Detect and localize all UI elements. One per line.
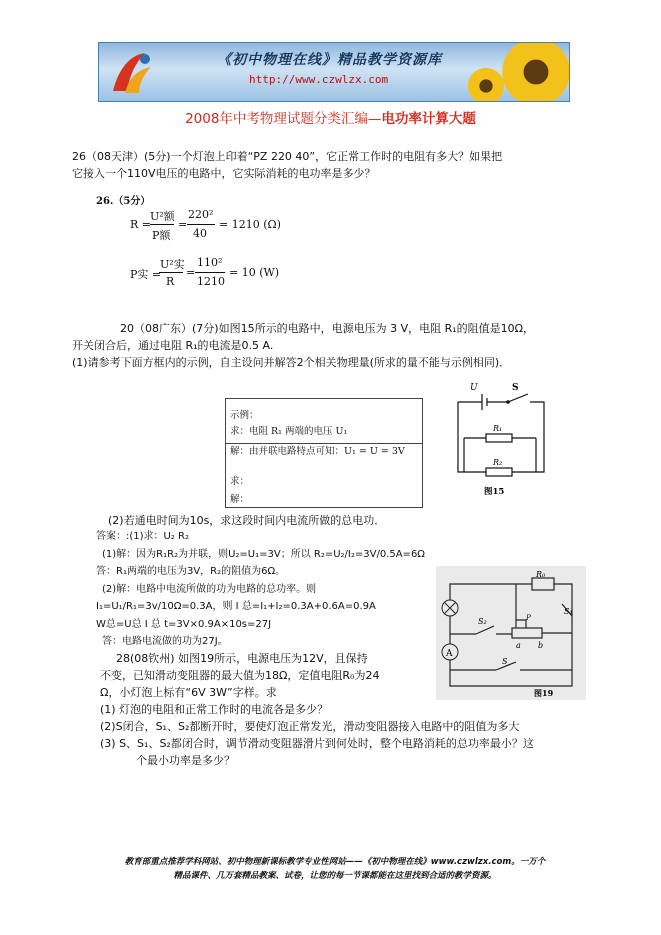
fig15-R2: R₂ — [493, 458, 503, 467]
fig15-R1: R₁ — [493, 424, 503, 433]
ans-line6: W总=U总 I 总 t=3V×0.9A×10s=27J — [96, 618, 272, 630]
example-line5: 解： — [230, 494, 250, 505]
sunflower-decoration-small — [463, 63, 509, 102]
q20-line3: (1)请参考下面方框内的示例，自主设问并解答2个相关物理量(所求的量不能与示例相同)． — [72, 356, 511, 369]
fig19-A: A — [446, 649, 453, 659]
page-footer — [90, 855, 580, 883]
eq2-fraction-bar2 — [195, 272, 225, 273]
fig19-a: a — [516, 641, 521, 650]
site-logo-icon — [105, 47, 157, 97]
eq1-den: P额 — [152, 229, 171, 242]
eq1-fraction-bar — [150, 224, 174, 225]
fig19-b: b — [538, 641, 544, 650]
q28-sub3b: 个最小功率是多少？ — [136, 754, 235, 767]
ans-line4: (2)解：电路中电流所做的功为电路的总功率。则 — [102, 583, 317, 595]
ans-line1: 答案：:(1)求：U₂ R₂ — [96, 531, 189, 542]
eq2-result: = 10 (W) — [229, 266, 280, 279]
eq2-den2: 1210 — [197, 275, 225, 288]
q28-text — [100, 650, 379, 701]
q20-text — [72, 320, 534, 371]
fig15-U: U — [470, 383, 478, 393]
eq1-num2: 220² — [188, 208, 214, 221]
eq2-lhs: P实 = — [130, 268, 162, 281]
eq2-eq: = — [186, 266, 196, 279]
footer-line2: 精品课件、几万套精品教案、试卷，让您的每一节课都能在这里找到合适的教学资源。 — [173, 871, 497, 881]
figure-19-photo — [436, 566, 586, 700]
fig19-S: S — [502, 657, 508, 666]
fig19-S1: S₁ — [564, 607, 573, 616]
eq1-eq: = — [178, 218, 188, 231]
q26-solution-label: 26.（5分） — [96, 196, 151, 207]
q26-text — [72, 148, 502, 182]
eq2-num: U²实 — [160, 258, 185, 271]
q20-line1: 20（08广东）(7分)如图15所示的电路中，电源电压为 3 V，电阻 R₁的阻值是10Ω， — [120, 322, 535, 335]
title-bold: 电功率计算大题 — [381, 111, 476, 127]
eq1-den2: 40 — [193, 227, 207, 240]
fig19-S2: S₂ — [478, 617, 487, 626]
q26-line2: 它接入一个110V电压的电路中，它实际消耗的电功率是多少？ — [72, 167, 376, 180]
banner-title: 《初中物理在线》精品教学资源库 — [217, 52, 442, 68]
q28-line3: Ω，小灯泡上标有“6V 3W”字样。求 — [100, 686, 277, 699]
ans-line7: 答：电路电流做的功为27J。 — [102, 636, 228, 647]
ans-line3: 答：R₁两端的电压为3V，R₂的阻值为6Ω。 — [96, 566, 286, 577]
ans-line2: (1)解：因为R₁R₂为并联，则U₂=U₁=3V；所以 R₂=U₂/I₂=3V/0.5A=6Ω — [102, 548, 425, 560]
q28-sub2: (2)S闭合，S₁、S₂都断开时，要使灯泡正常发光，滑动变阻器接入电路中的阻值为多大 — [100, 720, 520, 733]
example-box — [225, 398, 423, 508]
eq1-fraction-bar2 — [187, 224, 215, 225]
fig19-P: P — [526, 614, 531, 622]
q20-line2: 开关闭合后，通过电阻 R₁的电流是0.5 A. — [72, 339, 274, 352]
eq1-num: U²额 — [150, 210, 175, 223]
header-banner — [98, 42, 570, 102]
banner-url[interactable]: http://www.czwlzx.com — [249, 73, 389, 86]
fig19-R0: R₀ — [536, 570, 546, 579]
example-line2: 求：电阻 R₁ 两端的电压 U₁ — [230, 426, 348, 437]
q28-sub3a: (3) S、S₁、S₂都闭合时，调节滑动变阻器滑片到何处时，整个电路消耗的总功率最小？这 — [100, 737, 534, 750]
q26-line1: 26（08天津）(5分)一个灯泡上印着“PZ 220 40”，它正常工作时的电阻有多大？如果把 — [72, 150, 503, 163]
q20-part2: (2)若通电时间为10s，求这段时间内电流所做的总电功． — [108, 514, 386, 527]
document-title — [0, 107, 661, 127]
eq2-fraction-bar — [159, 272, 183, 273]
q28-line1: 28(08钦州) 如图19所示，电源电压为12V，且保持 — [116, 652, 368, 665]
q28-sub1: (1) 灯泡的电阻和正常工作时的电流各是多少？ — [100, 703, 329, 716]
switch-pivot-icon — [506, 400, 510, 404]
fig19-label: 图19 — [534, 688, 554, 698]
q20-answers — [96, 528, 425, 651]
example-line1: 示例： — [230, 410, 259, 421]
title-prefix: 2008年中考物理试题分类汇编— — [185, 111, 382, 127]
eq2-den: R — [166, 275, 175, 288]
ans-line5: I₁=U₁/R₁=3v/10Ω=0.3A，则 I 总=I₁+I₂=0.3A+0.6A=0.9A — [96, 601, 376, 612]
example-line3: 解：由并联电路特点可知：U₁ = U = 3V — [230, 446, 405, 457]
fig15-label: 图15 — [484, 487, 505, 497]
fig15-S: S — [512, 383, 519, 393]
eq1-result: = 1210 (Ω) — [219, 218, 281, 231]
footer-line1: 教育部重点推荐学科网站、初中物理新课标教学专业性网站——《初中物理在线》www.czwlzx.com。一万个 — [124, 857, 546, 867]
q28-subquestions — [100, 701, 534, 769]
eq1-lhs: R = — [130, 218, 151, 231]
example-line4: 求： — [230, 476, 250, 487]
eq2-num2: 110² — [197, 256, 223, 269]
figure-19-circuit — [436, 566, 586, 700]
figure-15-circuit — [440, 380, 560, 500]
q28-line2: 不变，已知滑动变阻器的最大值为18Ω，定值电阻R₀为24 — [100, 669, 380, 682]
